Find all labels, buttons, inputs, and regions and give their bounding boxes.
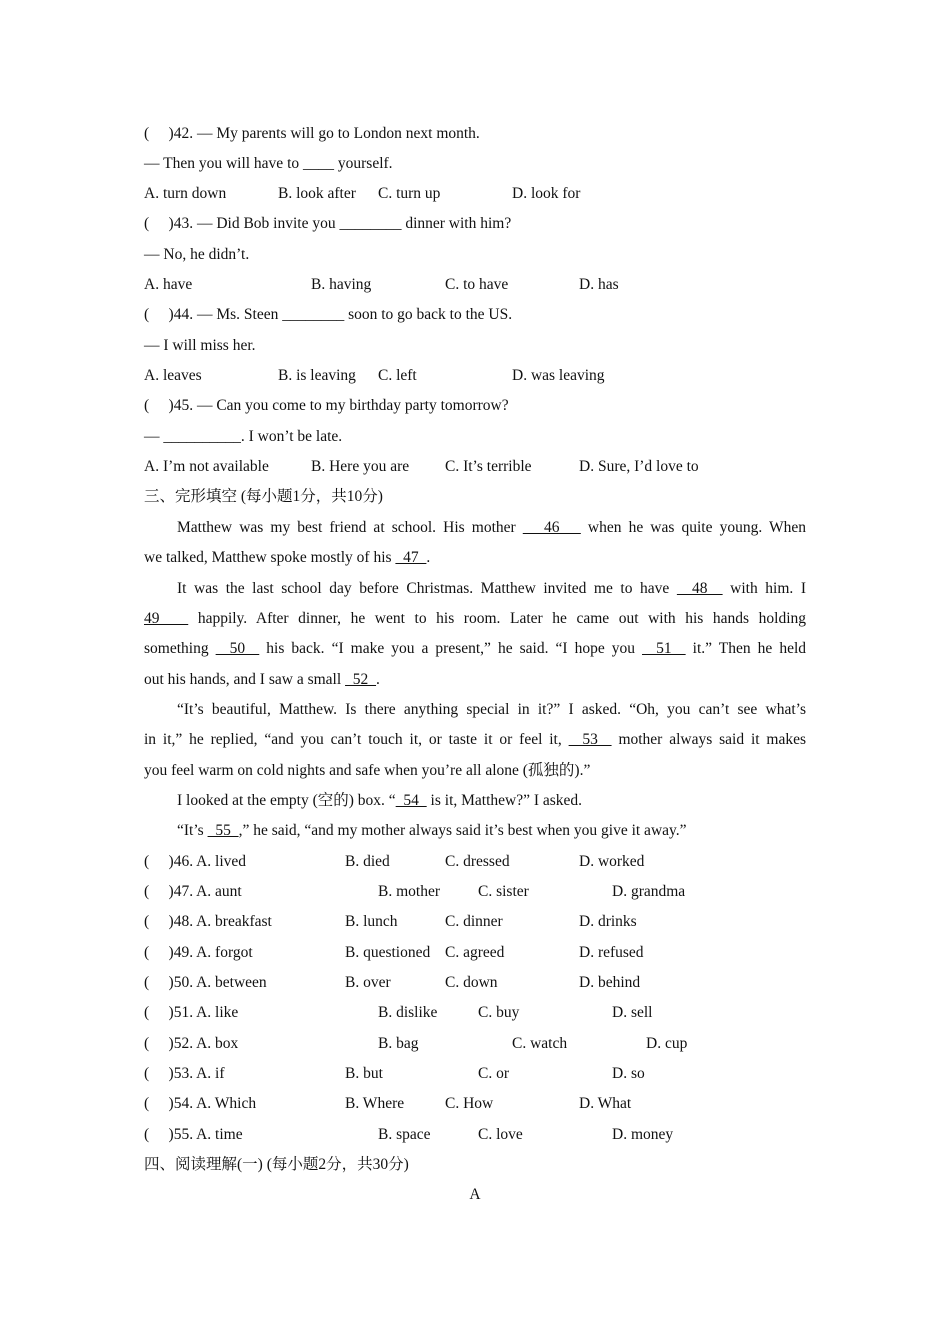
section3-heading: 三、完形填空 (每小题1分，共10分) [144, 488, 383, 505]
section4-heading: 四、阅读理解(一) (每小题2分，共30分) [144, 1156, 409, 1173]
cloze-47-option-c: C. sister [478, 883, 529, 900]
cloze-46-option-d: D. worked [579, 853, 645, 870]
cloze-49-option-c: C. agreed [445, 944, 505, 961]
blank-46: 46 [522, 519, 581, 536]
q45-response: — __________. I won’t be late. [144, 428, 343, 445]
blank-53: 53 [568, 731, 612, 748]
q42-response: — Then you will have to ____ yourself. [144, 155, 393, 172]
q42-option-c: C. turn up [378, 185, 441, 202]
cloze-47-num-a: ( )47. A. aunt [144, 883, 242, 900]
q44-option-a: A. leaves [144, 367, 202, 384]
passage-line: we talked, Matthew spoke mostly of his 47 . [144, 549, 431, 566]
cloze-48-option-d: D. drinks [579, 913, 637, 930]
q43-option-d: D. has [579, 276, 619, 293]
cloze-52-option-b: B. bag [378, 1035, 419, 1052]
q43-response: — No, he didn’t. [144, 246, 250, 263]
cloze-49-option-b: B. questioned [345, 944, 431, 961]
blank-51: 51 [642, 640, 686, 657]
cloze-50-num-a: ( )50. A. between [144, 974, 267, 991]
blank-55: 55 [207, 822, 239, 839]
cloze-46-num-a: ( )46. A. lived [144, 853, 247, 870]
cloze-49-num-a: ( )49. A. forgot [144, 944, 253, 961]
q44-response: — I will miss her. [144, 337, 256, 354]
cloze-48-option-b: B. lunch [345, 913, 398, 930]
passage-line: out his hands, and I saw a small 52 . [144, 671, 380, 688]
q42-option-d: D. look for [512, 185, 581, 202]
passage-line: It was the last school day before Christmas. Matthew invited me to have 48 with him. I [177, 580, 806, 597]
cloze-49-option-d: D. refused [579, 944, 644, 961]
passage-line: 49 happily. After dinner, he went to his room. Later he came out with his hands holding [144, 610, 807, 627]
passage-line: Matthew was my best friend at school. His mother 46 when he was quite young. When [177, 519, 807, 536]
section4-subheading: A [469, 1186, 481, 1203]
q43-option-c: C. to have [445, 276, 509, 293]
cloze-50-option-d: D. behind [579, 974, 641, 991]
cloze-55-option-b: B. space [378, 1126, 431, 1143]
q45-stem: ( )45. — Can you come to my birthday party tomorrow? [144, 397, 509, 414]
q45-option-c: C. It’s terrible [445, 458, 532, 475]
q42-option-a: A. turn down [144, 185, 227, 202]
blank-49: 49 [144, 610, 189, 627]
cloze-50-option-b: B. over [345, 974, 391, 991]
passage-line: you feel warm on cold nights and safe when you’re all alone (孤独的).” [144, 762, 591, 779]
cloze-53-option-b: B. but [345, 1065, 383, 1082]
blank-52: 52 [345, 671, 377, 688]
cloze-52-num-a: ( )52. A. box [144, 1035, 239, 1052]
q43-option-b: B. having [311, 276, 372, 293]
cloze-54-option-c: C. How [445, 1095, 494, 1112]
q42-stem: ( )42. — My parents will go to London next month. [144, 125, 480, 142]
q44-option-d: D. was leaving [512, 367, 605, 384]
blank-48: 48 [676, 580, 723, 597]
q43-option-a: A. have [144, 276, 193, 293]
passage-line: “It’s 55 ,” he said, “and my mother always said it’s best when you give it away.” [177, 822, 687, 839]
blank-50: 50 [215, 640, 260, 657]
cloze-46-option-b: B. died [345, 853, 390, 870]
q42-option-b: B. look after [278, 185, 356, 202]
cloze-48-num-a: ( )48. A. breakfast [144, 913, 272, 930]
cloze-46-option-c: C. dressed [445, 853, 510, 870]
cloze-53-num-a: ( )53. A. if [144, 1065, 225, 1082]
cloze-50-option-c: C. down [445, 974, 498, 991]
cloze-55-option-c: C. love [478, 1126, 523, 1143]
q44-stem: ( )44. — Ms. Steen ________ soon to go back to the US. [144, 306, 513, 323]
cloze-55-option-d: D. money [612, 1126, 674, 1143]
passage-line: something 50 his back. “I make you a present,” he said. “I hope you 51 it.” Then he held [144, 640, 807, 657]
cloze-51-num-a: ( )51. A. like [144, 1004, 239, 1021]
blank-54: 54 [395, 792, 427, 809]
q45-option-b: B. Here you are [311, 458, 410, 475]
q43-stem: ( )43. — Did Bob invite you ________ dinner with him? [144, 215, 512, 232]
passage-line: I looked at the empty (空的) box. “ 54 is it, Matthew?” I asked. [177, 792, 583, 809]
cloze-54-option-b: B. Where [345, 1095, 405, 1112]
cloze-53-option-c: C. or [478, 1065, 509, 1082]
q44-option-b: B. is leaving [278, 367, 356, 384]
cloze-52-option-c: C. watch [512, 1035, 568, 1052]
passage-line: “It’s beautiful, Matthew. Is there anything special in it?” I asked. “Oh, you can’t see what’s [177, 701, 806, 718]
cloze-54-num-a: ( )54. A. Which [144, 1095, 257, 1112]
q45-option-d: D. Sure, I’d love to [579, 458, 699, 475]
cloze-54-option-d: D. What [579, 1095, 632, 1112]
cloze-52-option-d: D. cup [646, 1035, 688, 1052]
cloze-53-option-d: D. so [612, 1065, 645, 1082]
cloze-48-option-c: C. dinner [445, 913, 503, 930]
cloze-47-option-d: D. grandma [612, 883, 686, 900]
cloze-51-option-c: C. buy [478, 1004, 520, 1021]
cloze-51-option-b: B. dislike [378, 1004, 438, 1021]
passage-line: in it,” he replied, “and you can’t touch it, or taste it or feel it, 53 mother always said it makes [144, 731, 807, 748]
q45-option-a: A. I’m not available [144, 458, 269, 475]
cloze-47-option-b: B. mother [378, 883, 440, 900]
q44-option-c: C. left [378, 367, 417, 384]
cloze-51-option-d: D. sell [612, 1004, 653, 1021]
blank-47: 47 [395, 549, 427, 566]
cloze-55-num-a: ( )55. A. time [144, 1126, 243, 1143]
